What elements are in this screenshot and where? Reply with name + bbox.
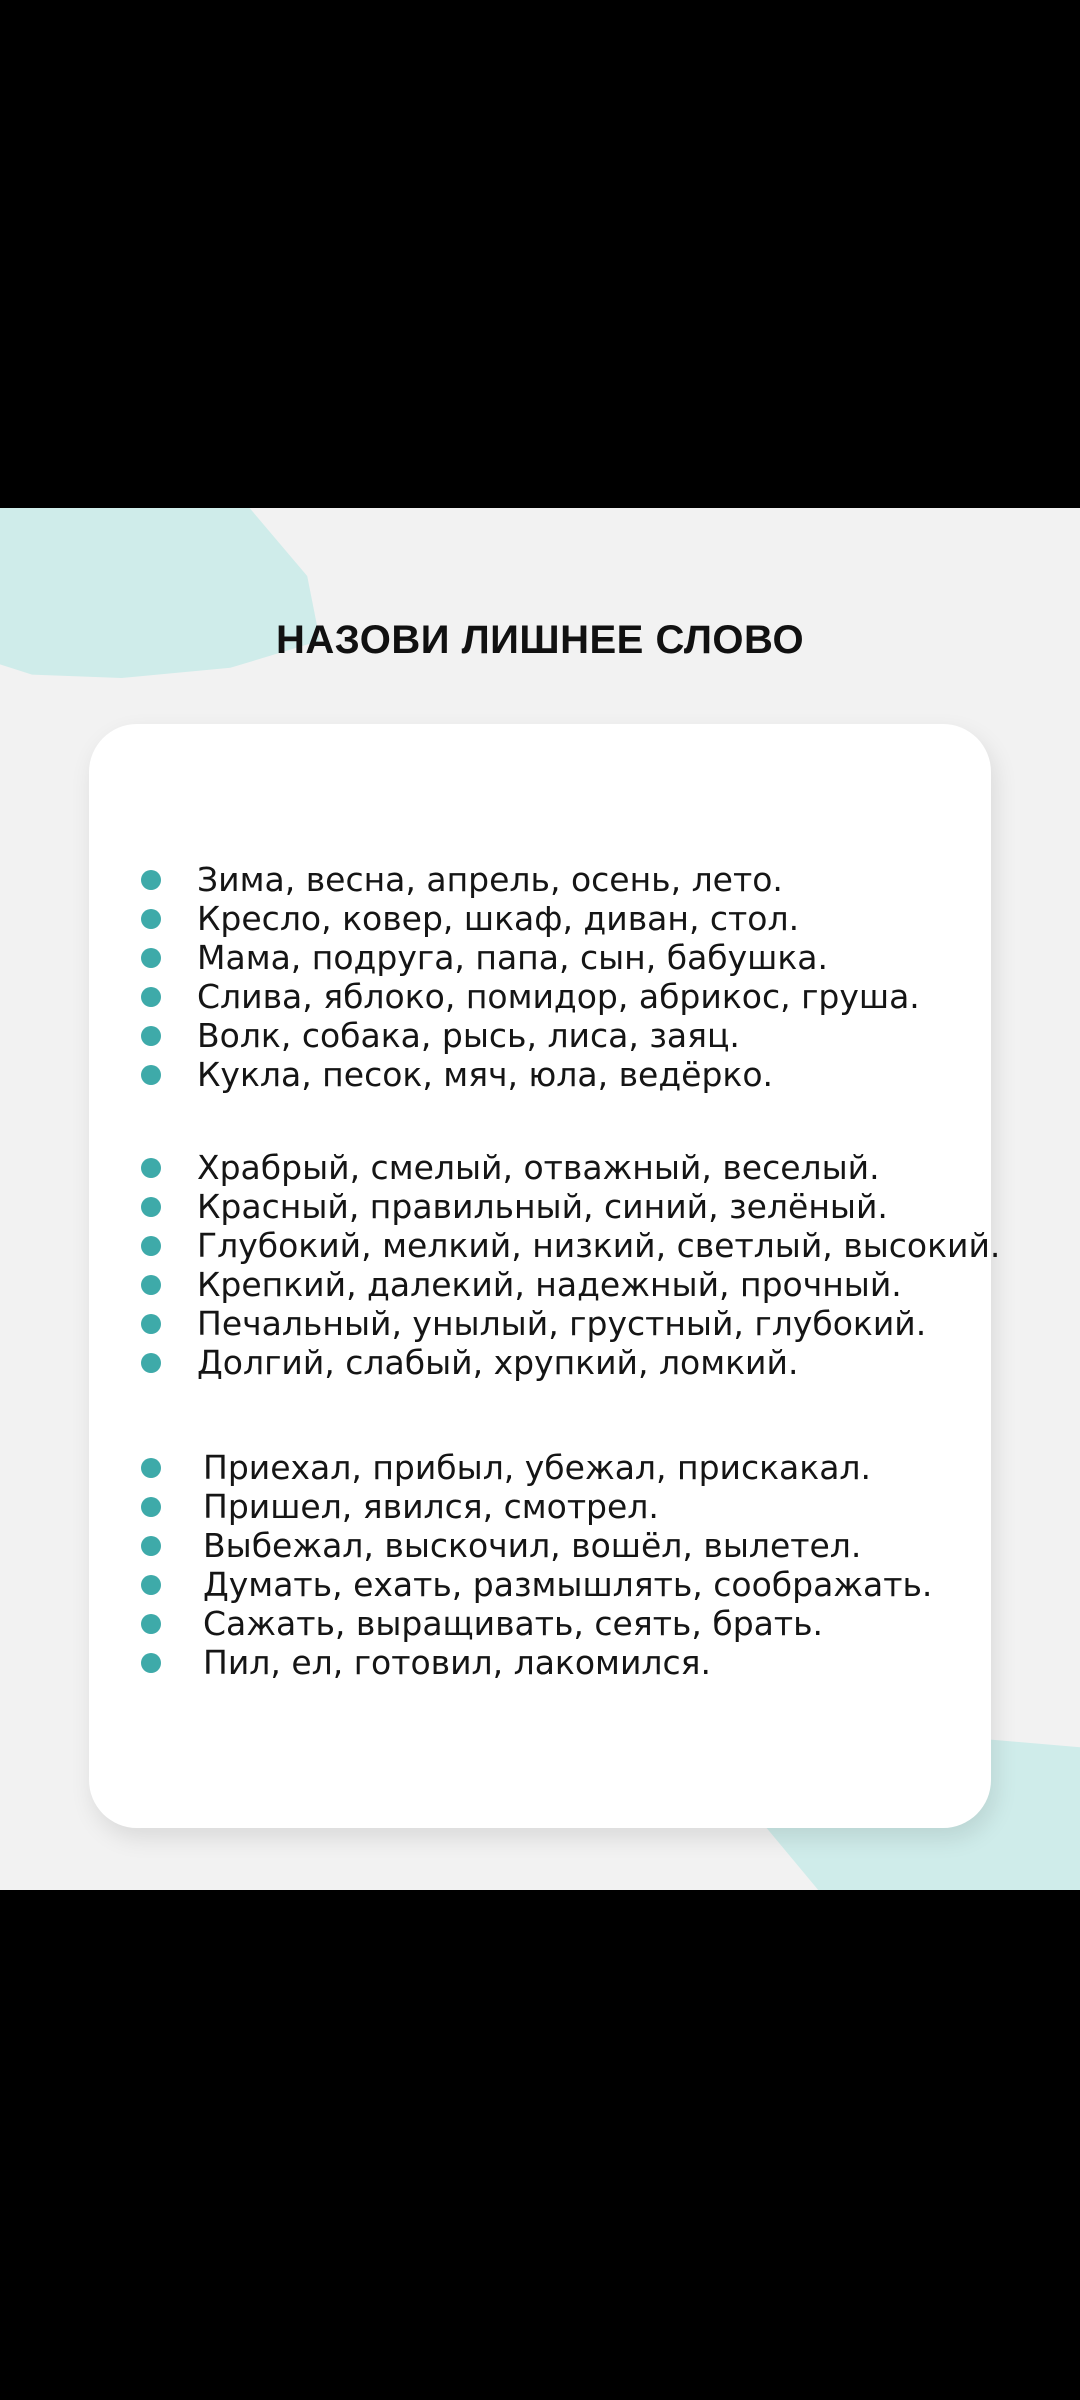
bullet-icon (141, 1275, 161, 1295)
list-item (89, 1187, 991, 1226)
bullet-icon (141, 1353, 161, 1373)
list-item (89, 1487, 991, 1526)
bullet-icon (141, 1497, 161, 1517)
list-item-text: Пил, ел, готовил, лакомился. (203, 1643, 711, 1682)
bullet-icon (141, 1236, 161, 1256)
list-item (89, 1055, 991, 1094)
word-group-3 (89, 1448, 991, 1682)
bullet-icon (141, 1614, 161, 1634)
list-item-text: Волк, собака, рысь, лиса, заяц. (197, 1016, 740, 1055)
list-item-text: Кресло, ковер, шкаф, диван, стол. (197, 899, 800, 938)
bullet-icon (141, 987, 161, 1007)
bullet-icon (141, 870, 161, 890)
list-item (89, 1565, 991, 1604)
list-item (89, 1148, 991, 1187)
bullet-icon (141, 1575, 161, 1595)
list-item-text: Храбрый, смелый, отважный, веселый. (197, 1148, 880, 1187)
list-item-text: Крепкий, далекий, надежный, прочный. (197, 1265, 902, 1304)
list-item (89, 1526, 991, 1565)
bullet-icon (141, 1653, 161, 1673)
list-item (89, 1343, 991, 1382)
list-item (89, 977, 991, 1016)
list-item-text: Думать, ехать, размышлять, соображать. (203, 1565, 933, 1604)
list-item-text: Мама, подруга, папа, сын, бабушка. (197, 938, 829, 977)
list-item-text: Печальный, унылый, грустный, глубокий. (197, 1304, 927, 1343)
list-item-text: Кукла, песок, мяч, юла, ведёрко. (197, 1055, 774, 1094)
worksheet-title: НАЗОВИ ЛИШНЕЕ СЛОВО (275, 618, 805, 662)
word-group-2 (89, 1148, 1001, 1382)
list-item-text: Пришел, явился, смотрел. (203, 1487, 659, 1526)
bullet-icon (141, 1158, 161, 1178)
list-item-text: Выбежал, выскочил, вошёл, вылетел. (203, 1526, 862, 1565)
list-item (89, 1643, 991, 1682)
list-item-text: Красный, правильный, синий, зелёный. (197, 1187, 888, 1226)
bullet-icon (141, 1065, 161, 1085)
list-item-text: Глубокий, мелкий, низкий, светлый, высокий. (197, 1226, 1001, 1265)
bullet-icon (141, 948, 161, 968)
list-item (89, 938, 991, 977)
list-item (89, 1604, 991, 1643)
bullet-icon (141, 1458, 161, 1478)
list-item (89, 1016, 991, 1055)
list-item-text: Долгий, слабый, хрупкий, ломкий. (197, 1343, 799, 1382)
list-item-text: Приехал, прибыл, убежал, прискакал. (203, 1448, 871, 1487)
list-item (89, 899, 991, 938)
worksheet-image[interactable] (0, 508, 1080, 1890)
list-item-text: Сажать, выращивать, сеять, брать. (203, 1604, 824, 1643)
list-item (89, 1226, 1001, 1265)
bullet-icon (141, 1026, 161, 1046)
bullet-icon (141, 1314, 161, 1334)
list-item-text: Слива, яблоко, помидор, абрикос, груша. (197, 977, 920, 1016)
bullet-icon (141, 1197, 161, 1217)
list-item (89, 1304, 991, 1343)
list-item (89, 1448, 991, 1487)
list-item (89, 1265, 991, 1304)
list-item (89, 860, 991, 899)
bullet-icon (141, 909, 161, 929)
exercise-card (89, 724, 1001, 1828)
word-group-1 (89, 860, 991, 1094)
bullet-icon (141, 1536, 161, 1556)
list-item-text: Зима, весна, апрель, осень, лето. (197, 860, 783, 899)
